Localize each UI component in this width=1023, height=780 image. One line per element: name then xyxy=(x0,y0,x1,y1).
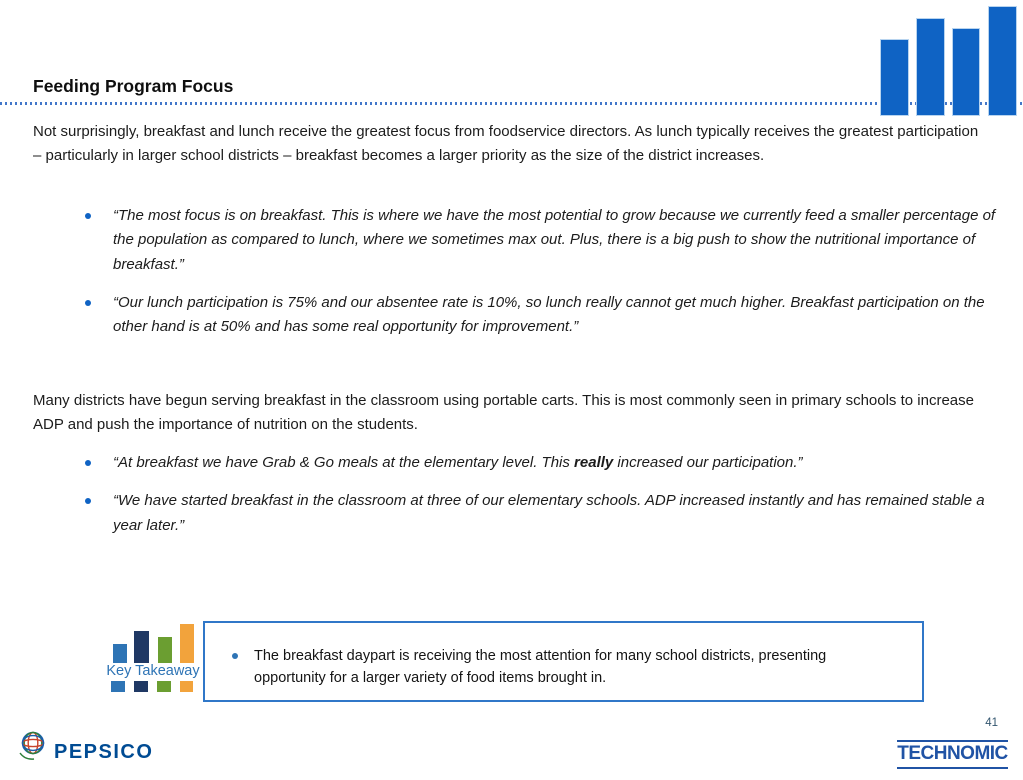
kt-bar xyxy=(158,637,172,663)
decor-bar xyxy=(989,7,1016,115)
middle-paragraph: Many districts have begun serving breakfast in the classroom using portable carts. This is most commonly seen in primary schools to increase ADP and push the importance of nutrition on the students. xyxy=(33,392,974,434)
kt-square xyxy=(180,681,193,692)
intro-paragraph: Not surprisingly, breakfast and lunch receive the greatest focus from foodservice directors. As lunch typically receives the greatest participation – particularly in larger school districts – breakfast becomes a larger priority as the size of the district increases. xyxy=(33,123,979,165)
bullet-dot-icon xyxy=(232,645,254,689)
technomic-wordmark: TECHNOMIC xyxy=(897,743,1008,764)
quote-item xyxy=(232,645,854,689)
bullet-dot-icon xyxy=(85,489,113,538)
kt-square xyxy=(111,681,125,692)
quote-list-bottom xyxy=(85,451,997,552)
kt-bar xyxy=(113,644,127,663)
pepsico-globe-icon xyxy=(16,729,50,763)
key-takeaway-bar-chart-icon xyxy=(106,624,200,694)
quote-text: “The most focus is on breakfast. This is where we have the most potential to grow because we currently feed a smaller percentage of the population as compared to lunch, where we sometimes max out. Plus, there is a big push to show the nutritional importance of breakfast.” xyxy=(113,207,996,273)
kt-bar xyxy=(134,631,149,663)
decor-bar xyxy=(917,19,944,115)
key-takeaway-text: The breakfast daypart is receiving the most attention for many school districts, presenting opportunity for a larger variety of food items brought in. xyxy=(254,648,827,686)
page-number: 41 xyxy=(985,717,998,729)
bullet-dot-icon xyxy=(85,451,113,475)
bullet-dot-icon xyxy=(85,291,113,340)
kt-bar xyxy=(180,624,194,663)
decor-bar xyxy=(953,29,979,115)
quote-item xyxy=(85,451,997,475)
quote-text-suffix: increased our participation.” xyxy=(613,454,803,471)
title-divider xyxy=(0,102,1023,105)
key-takeaway-label: Key Takeaway xyxy=(106,663,200,679)
page-title: Feeding Program Focus xyxy=(33,76,234,96)
quote-list-top xyxy=(85,204,997,353)
quote-text: “Our lunch participation is 75% and our absentee rate is 10%, so lunch really cannot get much higher. Breakfast participation on the other hand is at 50% and has some real opportunity for improvement.” xyxy=(113,293,985,336)
pepsico-logo xyxy=(16,727,153,764)
quote-text-bold: really xyxy=(574,454,614,471)
quote-item xyxy=(85,489,997,538)
technomic-logo xyxy=(897,740,1008,769)
kt-square xyxy=(134,681,148,692)
quote-text-prefix: “At breakfast we have Grab & Go meals at the elementary level. This xyxy=(113,454,575,471)
kt-square xyxy=(157,681,171,692)
quote-item xyxy=(85,291,997,340)
quote-item xyxy=(85,204,997,277)
bullet-dot-icon xyxy=(85,204,113,277)
quote-text xyxy=(113,451,997,475)
key-takeaway-box xyxy=(203,621,924,702)
pepsico-wordmark: PEPSICO xyxy=(54,741,154,763)
quote-text: “We have started breakfast in the classroom at three of our elementary schools. ADP increased instantly and has remained stable a year later.” xyxy=(113,492,985,534)
decor-bar xyxy=(881,40,908,115)
